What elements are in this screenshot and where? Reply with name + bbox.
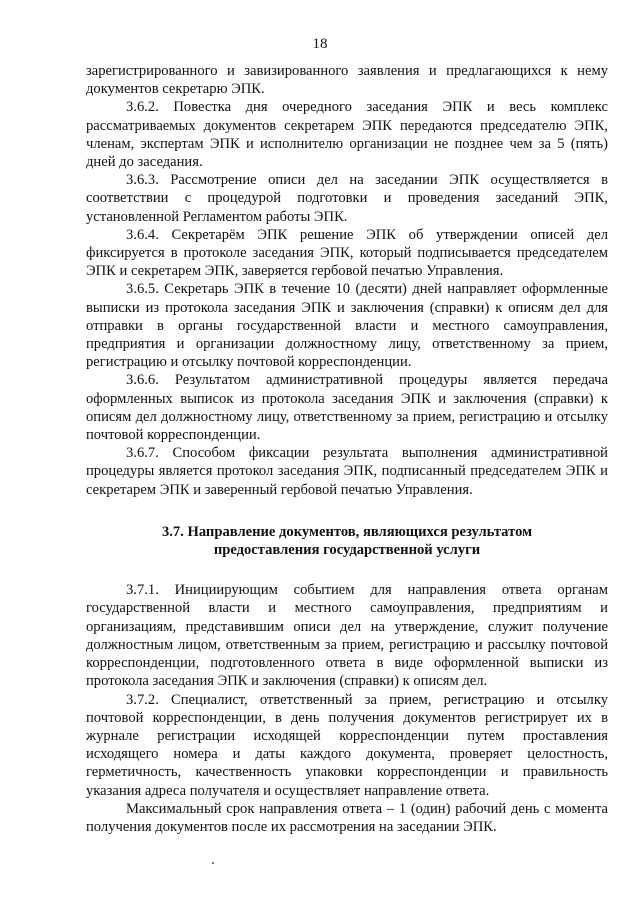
paragraph-3-7-1: 3.7.1. Инициирующим событием для направления ответа органам государственной власти и местного самоуправления, предприятиям и организациям, представившим описи дел на утверждение, служит получение должностным лицом, ответственным за прием, регистрацию и рассылку почтовой корреспонденции, подготовленного ответа в виде оформленной выписки из протокола заседания ЭПК и заключения (справки) к описям дел. bbox=[86, 582, 608, 690]
paragraph-3-7-2: 3.7.2. Специалист, ответственный за прием, регистрацию и отсылку почтовой корреспонденции, в день получения документов регистрирует их в журнале регистрации исходящей корреспонденции путем проставления исходящего номера и даты каждого документа, проверяет целостность, герметичность, качественность упаковки корреспонденции и правильность указания адреса получателя и осуществляет направление ответа. bbox=[86, 691, 608, 799]
paragraph-3-6-7: 3.6.7. Способом фиксации результата выполнения административной процедуры является протокол заседания ЭПК, подписанный председателем ЭПК и секретарем ЭПК и заверенный гербовой печатью Управления. bbox=[86, 445, 608, 498]
paragraph-max-term: Максимальный срок направления ответа – 1 (один) рабочий день с момента получения документов после их рассмотрения на заседании ЭПК. bbox=[86, 800, 608, 835]
section-heading-line-1: 3.7. Направление документов, являющихся результатом bbox=[161, 523, 533, 540]
paragraph-3-6-3: 3.6.3. Рассмотрение описи дел на заседании ЭПК осуществляется в соответствии с процедурой подготовки и проведения заседаний ЭПК, установленной Регламентом работы ЭПК. bbox=[86, 172, 608, 225]
paragraph-3-6-4: 3.6.4. Секретарём ЭПК решение ЭПК об утверждении описей дел фиксируется в протоколе заседания ЭПК, который подписывается председателем ЭПК и секретарем ЭПК, заверяется гербовой печатью Управления. bbox=[86, 226, 608, 280]
page-number: 18 bbox=[312, 36, 328, 52]
paragraph-3-6-5: 3.6.5. Секретарь ЭПК в течение 10 (десяти) дней направляет оформленные выписки из протокола заседания ЭПК и заключения (справки) к описям дел для отправки в органы государственной власти и местного самоуправления, предприятия и организации должностному лицу, ответственному за прием, регистрацию и отсылку почтовой корреспонденции. bbox=[86, 281, 608, 371]
paragraph-3-6-6: 3.6.6. Результатом административной процедуры является передача оформленных выписок из протокола заседания ЭПК и заключения (справки) к описям дел должностному лицу, ответственному за прием, регистрацию и отсылку почтовой корреспонденции. bbox=[86, 372, 608, 444]
section-heading-3-7 bbox=[86, 523, 608, 559]
document-body bbox=[86, 62, 608, 836]
paragraph-3-6-2: 3.6.2. Повестка дня очередного заседания ЭПК и весь комплекс рассматриваемых документов секретарем ЭПК передаются председателю ЭПК, членам, экспертам ЭПК и исполнителю организации не позднее чем за 5 (пять) дней до заседания. bbox=[86, 99, 608, 171]
section-heading-line-2: предоставления государственной услуги bbox=[213, 542, 481, 559]
scan-speck bbox=[212, 862, 214, 864]
paragraph-continuation: зарегистрированного и завизированного заявления и предлагающихся к нему документов секретарю ЭПК. bbox=[86, 63, 608, 98]
